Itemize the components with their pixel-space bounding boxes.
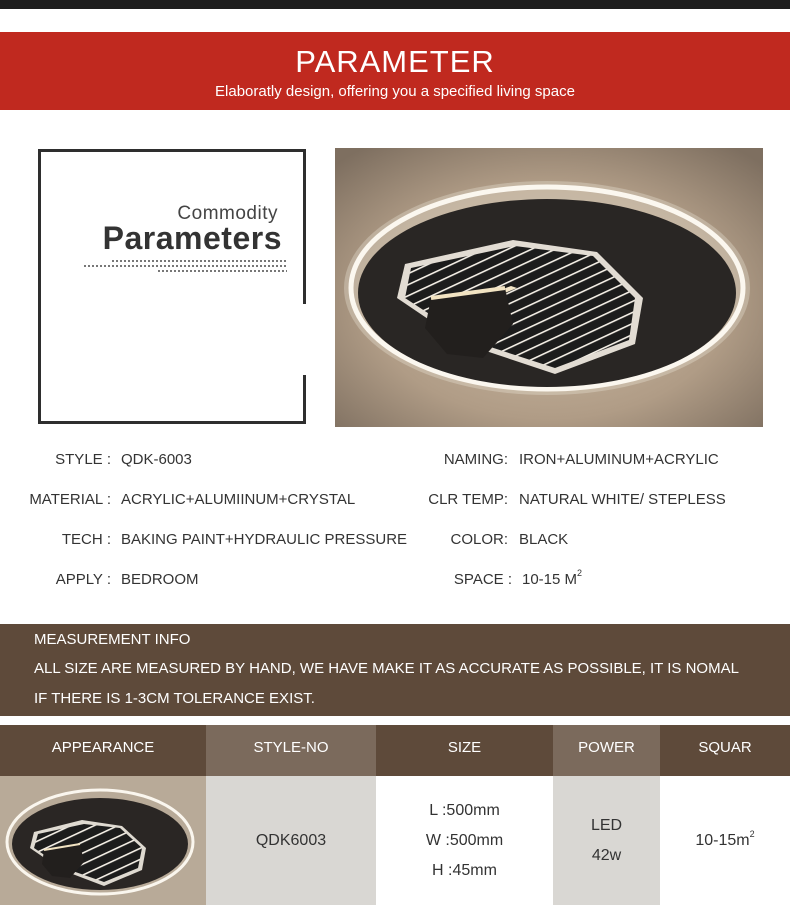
product-photo <box>335 148 763 427</box>
spec-clr-temp-value: NATURAL WHITE/ STEPLESS <box>519 491 726 508</box>
table-squar-number: 10-15m <box>695 832 750 849</box>
spec-tech-label: TECH : <box>61 531 111 548</box>
spec-space-value <box>522 568 583 588</box>
spec-apply-label: APPLY : <box>55 571 111 588</box>
spec-tech-value: BAKING PAINT+HYDRAULIC PRESSURE <box>121 531 408 548</box>
table-header-power: POWER <box>553 725 660 776</box>
spec-space-number: 10-15 M <box>522 571 578 588</box>
table-cell-style-no <box>206 776 376 905</box>
spec-naming-value: IRON+ALUMINUM+ACRYLIC <box>519 451 719 468</box>
table-header-style-no: STYLE-NO <box>206 725 376 776</box>
table-cell-squar <box>660 776 790 905</box>
spec-space-unit-sup: 2 <box>577 568 583 578</box>
spec-apply-value: BEDROOM <box>121 571 199 588</box>
table-cell-appearance <box>0 776 206 905</box>
table-style-no-value: QDK6003 <box>255 832 327 849</box>
spec-clr-temp-label: CLR TEMP: <box>428 491 508 508</box>
spec-color-label: COLOR: <box>450 531 508 548</box>
decorative-fine-print <box>112 260 287 262</box>
measurement-line-2: IF THERE IS 1-3CM TOLERANCE EXIST. <box>34 690 315 707</box>
measurement-line-1: ALL SIZE ARE MEASURED BY HAND, WE HAVE MAKE IT AS ACCURATE AS POSSIBLE, IT IS NOMAL <box>34 660 739 677</box>
table-size-width: W :500mm <box>425 832 504 849</box>
table-squar-value <box>660 829 790 850</box>
decorative-fine-print <box>84 265 287 267</box>
table-size-height: H :45mm <box>432 862 497 879</box>
table-size-length: L :500mm <box>429 802 500 819</box>
table-header-squar: SQUAR <box>660 725 790 776</box>
spec-material-label: MATERIAL : <box>29 491 111 508</box>
banner-title: PARAMETER <box>295 44 495 79</box>
table-power-watt: 42w <box>591 847 622 864</box>
parameters-heading: Parameters <box>102 220 282 256</box>
table-power-type: LED <box>590 817 623 834</box>
banner-subtitle: Elaboratly design, offering you a specified living space <box>215 83 575 100</box>
table-header-size: SIZE <box>376 725 553 776</box>
spec-style-label: STYLE : <box>55 451 111 468</box>
parameter-banner <box>0 32 790 110</box>
measurement-info <box>0 624 790 716</box>
spec-space-label: SPACE : <box>453 571 512 588</box>
lamp-thumbnail <box>0 776 206 905</box>
commodity-heading: Commodity <box>177 203 278 224</box>
measurement-title: MEASUREMENT INFO <box>34 631 191 648</box>
spec-material-value: ACRYLIC+ALUMIINUM+CRYSTAL <box>121 491 356 508</box>
table-cell-size <box>376 776 553 905</box>
frame-edge-top <box>303 149 306 304</box>
table-squar-unit-sup: 2 <box>749 829 755 839</box>
spec-naming-label: NAMING: <box>443 451 508 468</box>
spec-color-value: BLACK <box>519 531 569 548</box>
frame-edge-bottom <box>303 375 306 424</box>
top-bar <box>0 0 790 9</box>
table-cell-power <box>553 776 660 905</box>
spec-style-value: QDK-6003 <box>121 451 192 468</box>
table-header-appearance: APPEARANCE <box>0 725 206 776</box>
commodity-frame <box>38 149 306 424</box>
decorative-fine-print <box>158 270 287 272</box>
